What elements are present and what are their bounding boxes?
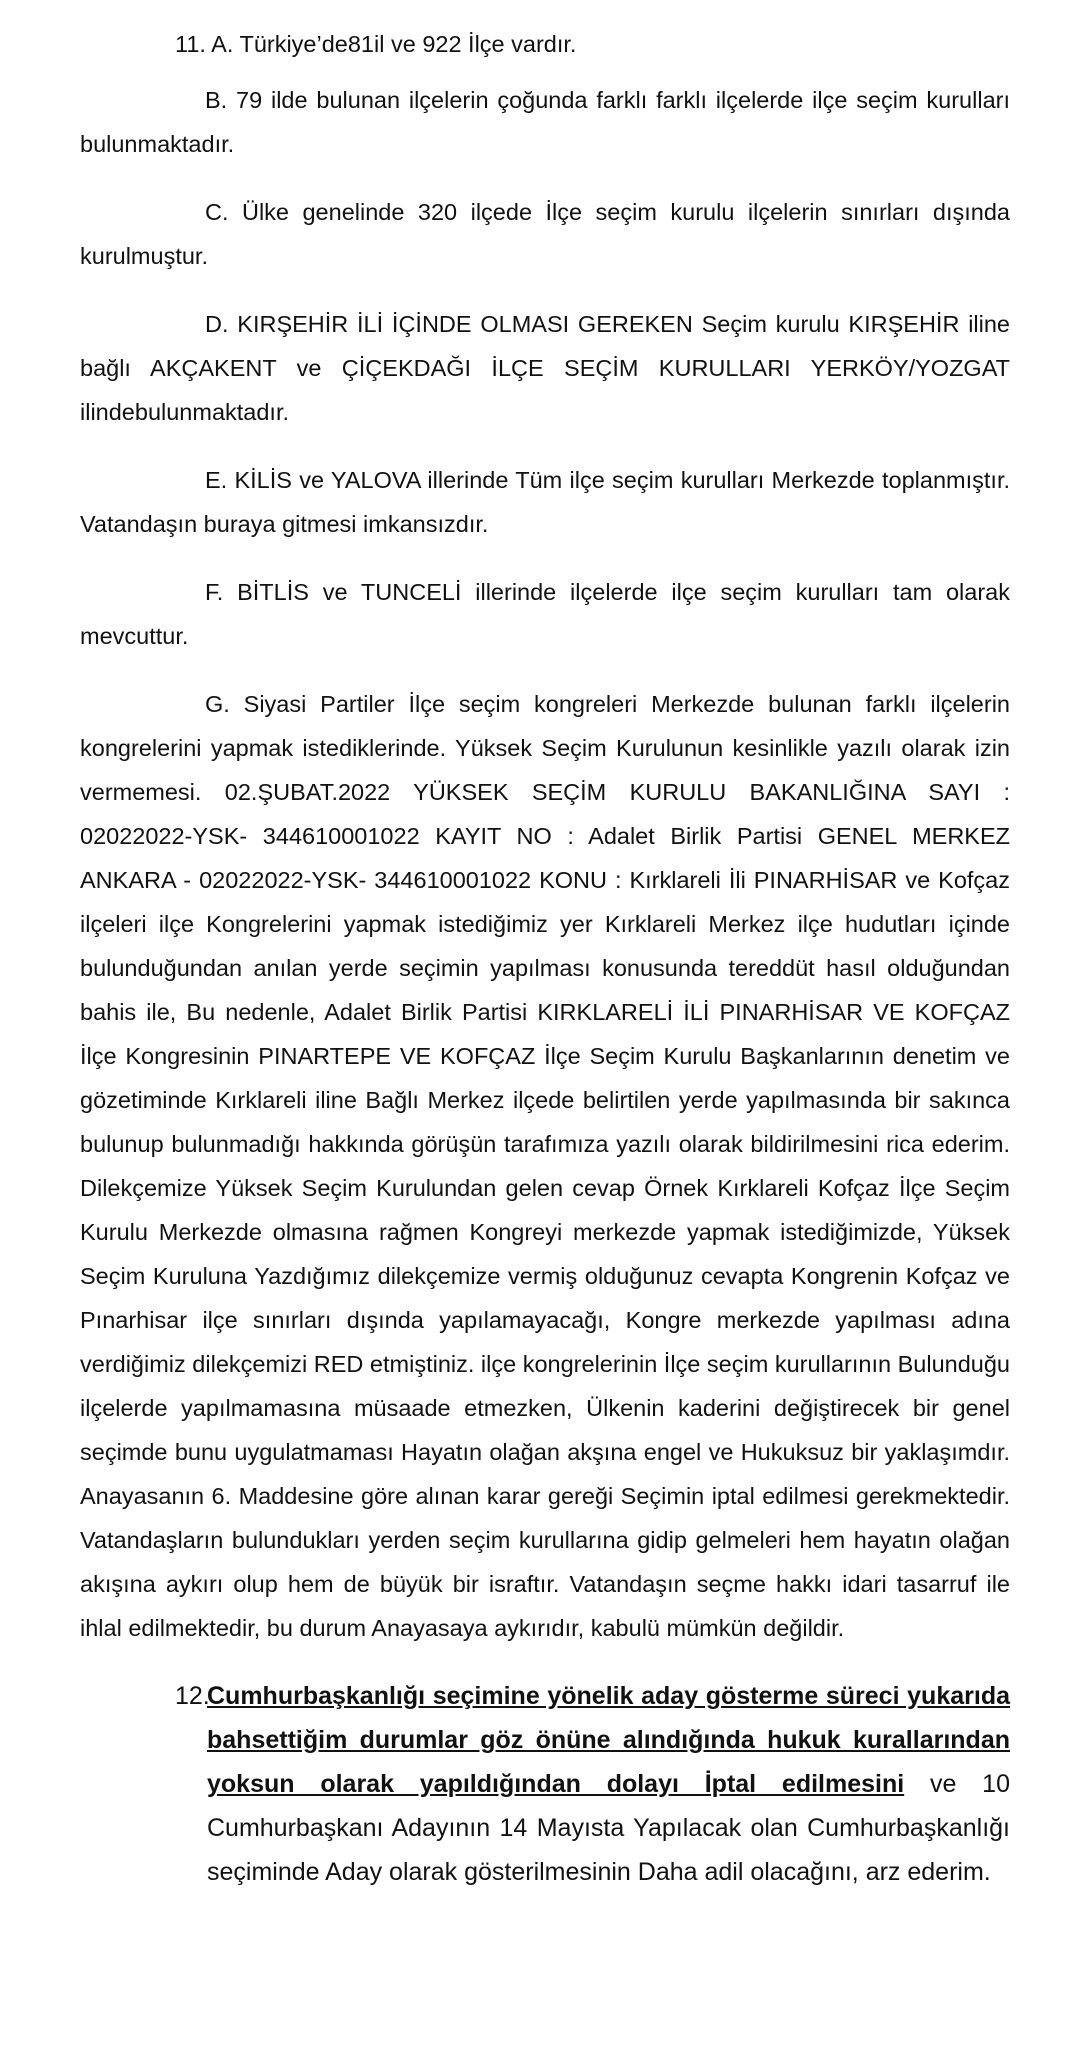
item-11-c-paragraph: C. Ülke genelinde 320 ilçede İlçe seçim kurulu ilçelerin sınırları dışında kurulmuştur. — [80, 199, 1010, 269]
item-11-d-paragraph: D. KIRŞEHİR İLİ İÇİNDE OLMASI GEREKEN Seçim kurulu KIRŞEHİR iline bağlı AKÇAKENT ve ÇİÇEKDAĞI İLÇE SEÇİM KURULLARI YERKÖY/YOZGAT ilindebulunmaktadır. — [80, 311, 1010, 425]
item-11-b-paragraph: B. 79 ilde bulunan ilçelerin çoğunda farklı farklı ilçelerde ilçe seçim kurulları bulunmaktadır. — [80, 87, 1010, 157]
item-12-paragraph — [175, 1674, 1010, 1894]
item-11-f-paragraph: F. BİTLİS ve TUNCELİ illerinde ilçelerde ilçe seçim kurulları tam olarak mevcuttur. — [80, 579, 1010, 649]
item-11-e-paragraph: E. KİLİS ve YALOVA illerinde Tüm ilçe seçim kurulları Merkezde toplanmıştır. Vatandaşın buraya gitmesi imkansızdır. — [80, 467, 1010, 537]
document-body — [80, 22, 1010, 1894]
item-12-rest-text: ve 10 Cumhurbaşkanı Adayının 14 Mayısta Yapılacak olan Cumhurbaşkanlığı seçiminde Aday olarak gösterilmesinin Daha adil olacağını, arz ederim. — [207, 1770, 1010, 1886]
item-12-bold-underlined-text: Cumhurbaşkanlığı seçimine yönelik aday gösterme süreci yukarıda bahsettiğim durumlar göz önüne alındığında hukuk kurallarından yoksun olarak yapıldığından dolayı İptal edilmesini — [207, 1682, 1010, 1798]
item-11-g-paragraph: G. Siyasi Partiler İlçe seçim kongreleri Merkezde bulunan farklı ilçelerin kongrelerini yapmak istediklerinde. Yüksek Seçim Kurulunun kesinlikle yazılı olarak izin vermemesi. 02.ŞUBAT.2022 YÜKSEK SEÇİM KURULU BAKANLIĞINA SAYI : 02022022-YSK- 344610001022 KAYIT NO : Adalet Birlik Partisi GENEL MERKEZ ANKARA - 02022022-YSK- 344610001022 KONU : Kırklareli İli PINARHİSAR ve Kofçaz ilçeleri ilçe Kongrelerini yapmak istediğimiz yer Kırklareli Merkez ilçe hudutları içinde bulunduğundan anılan yerde seçimin yapılması konusunda tereddüt hasıl olduğundan bahis ile, Bu nedenle, Adalet Birlik Partisi KIRKLARELİ İLİ PINARHİSAR VE KOFÇAZ İlçe Kongresinin PINARTEPE VE KOFÇAZ İlçe Seçim Kurulu Başkanlarının denetim ve gözetiminde Kırklareli iline Bağlı Merkez ilçede belirtilen yerde yapılmasında bir sakınca bulunup bulunmadığı hakkında görüşün tarafımıza yazılı olarak bildirilmesini rica ederim. Dilekçemize Yüksek Seçim Kurulundan gelen cevap Örnek Kırklareli Kofçaz İlçe Seçim Kurulu Merkezde olmasına rağmen Kongreyi merkezde yapmak istediğimizde, Yüksek Seçim Kuruluna Yazdığımız dilekçemize vermiş olduğunuz cevapta Kongrenin Kofçaz ve Pınarhisar ilçe sınırları dışında yapılamayacağı, Kongre merkezde yapılması adına verdiğimiz dilekçemizi RED etmiştiniz. ilçe kongrelerinin İlçe seçim kurullarının Bulunduğu ilçelerde yapılmamasına müsaade etmezken, Ülkenin kaderini değiştirecek bir genel seçimde bunu uygulatmaması Hayatın olağan akşına engel ve Hukuksuz bir yaklaşımdır. Anayasanın 6. Maddesine göre alınan karar gereği Seçimin iptal edilmesi gerekmektedir. Vatandaşların bulundukları yerden seçim kurullarına gidip gelmeleri hem hayatın olağan akışına aykırı olup hem de büyük bir israftır. Vatandaşın seçme hakkı idari tasarruf ile ihlal edilmektedir, bu durum Anayasaya aykırıdır, kabulü mümkün değildir. — [80, 691, 1010, 1641]
item-12-number: 12. — [175, 1682, 210, 1710]
item-11-heading: 11. A. Türkiye’de81il ve 922 İlçe vardır. — [175, 31, 577, 57]
